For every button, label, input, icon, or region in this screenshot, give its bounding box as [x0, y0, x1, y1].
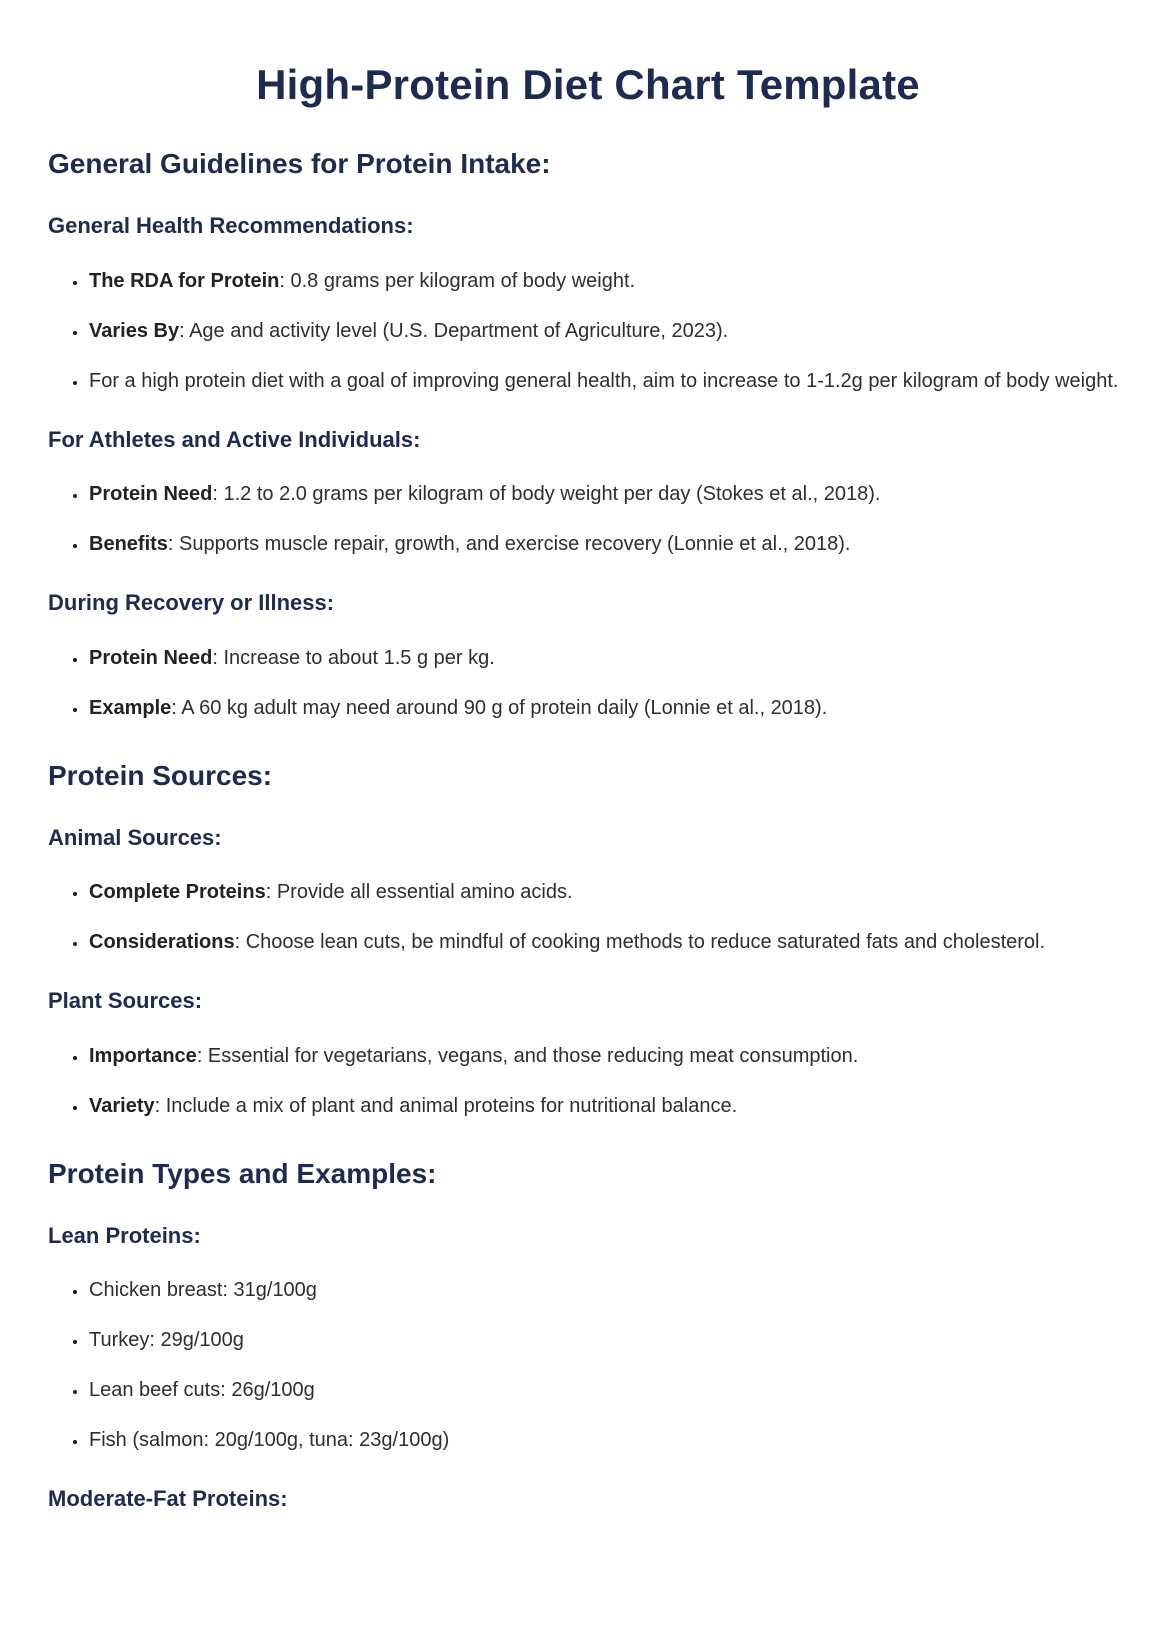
bullet-item: • Turkey: 29g/100g: [88, 1327, 1128, 1354]
bullet-item: • Chicken breast: 31g/100g: [88, 1277, 1128, 1304]
bullet-lead: Protein Need: [89, 483, 213, 506]
bullet-lead: Varies By: [89, 319, 180, 342]
bullet-lead: Variety: [89, 1094, 155, 1117]
sub-heading-1-1: Plant Sources:: [48, 988, 203, 1014]
bullet-item: • For a high protein diet with a goal of improving general health, aim to increase to 1-1.2g per kilogram of body weight.: [88, 368, 1128, 395]
section-heading-0: General Guidelines for Protein Intake:: [48, 148, 551, 180]
bullet-list-2-0: [48, 1277, 1128, 1454]
bullet-item: • Protein Need: 1.2 to 2.0 grams per kilogram of body weight per day (Stokes et al., 2018).: [88, 481, 1128, 508]
bullet-item: • Considerations: Choose lean cuts, be mindful of cooking methods to reduce saturated fats and cholesterol.: [88, 929, 1128, 956]
document-title: High-Protein Diet Chart Template: [256, 61, 920, 108]
sub-heading-0-0: General Health Recommendations:: [48, 213, 414, 239]
section-heading-2: Protein Types and Examples:: [48, 1157, 437, 1189]
bullet-item: • The RDA for Protein: 0.8 grams per kilogram of body weight.: [88, 268, 1128, 295]
bullet-item: • Importance: Essential for vegetarians, vegans, and those reducing meat consumption.: [88, 1043, 1128, 1070]
bullet-item: • Protein Need: Increase to about 1.5 g per kg.: [88, 645, 1128, 672]
bullet-lead: Benefits: [89, 533, 168, 556]
bullet-list-0-2: [48, 645, 1128, 722]
section-heading-1: Protein Sources:: [48, 759, 273, 791]
sub-heading-2-0: Lean Proteins:: [48, 1222, 201, 1248]
bullet-item: • Example: A 60 kg adult may need around 90 g of protein daily (Lonnie et al., 2018).: [88, 695, 1128, 722]
bullet-item: • Varies By: Age and activity level (U.S. Department of Agriculture, 2023).: [88, 318, 1128, 345]
bullet-item: • Complete Proteins: Provide all essential amino acids.: [88, 879, 1128, 906]
bullet-list-0-0: [48, 268, 1128, 395]
bullet-item: • Fish (salmon: 20g/100g, tuna: 23g/100g): [88, 1427, 1128, 1454]
document-content: [48, 146, 1128, 1513]
bullet-list-1-1: [48, 1043, 1128, 1120]
sub-heading-2-1: Moderate-Fat Proteins:: [48, 1486, 288, 1512]
bullet-list-1-0: [48, 879, 1128, 956]
sub-heading-0-1: For Athletes and Active Individuals:: [48, 426, 421, 452]
bullet-lead: The RDA for Protein: [89, 269, 280, 292]
bullet-item: • Variety: Include a mix of plant and animal proteins for nutritional balance.: [88, 1093, 1128, 1120]
sub-heading-1-0: Animal Sources:: [48, 824, 222, 850]
bullet-item: • Lean beef cuts: 26g/100g: [88, 1377, 1128, 1404]
bullet-lead: Complete Proteins: [89, 881, 266, 904]
bullet-list-0-1: [48, 481, 1128, 558]
bullet-lead: Protein Need: [89, 646, 213, 669]
bullet-lead: Example: [89, 696, 172, 719]
bullet-lead: Importance: [89, 1044, 197, 1067]
sub-heading-0-2: During Recovery or Illness:: [48, 590, 335, 616]
bullet-item: • Benefits: Supports muscle repair, growth, and exercise recovery (Lonnie et al., 2018).: [88, 531, 1128, 558]
bullet-lead: Considerations: [89, 931, 235, 954]
